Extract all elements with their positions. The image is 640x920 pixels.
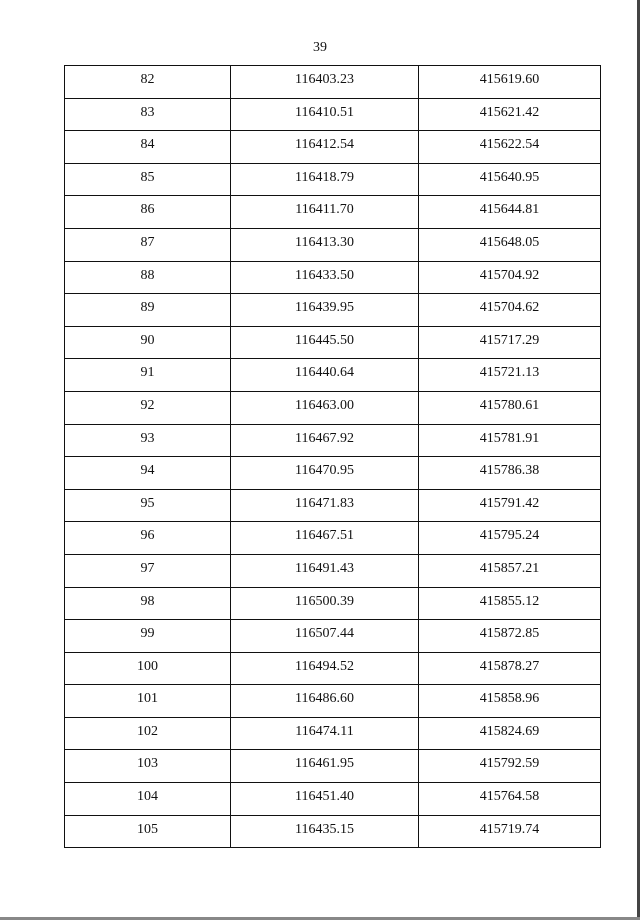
table-row: [65, 587, 601, 620]
x-coordinate-cell: [231, 457, 419, 490]
x-coordinate-cell: [231, 652, 419, 685]
x-coordinate-cell: [231, 294, 419, 327]
table-row: [65, 652, 601, 685]
y-coordinate-cell-text: 415640.95: [479, 169, 540, 185]
x-coordinate-cell-text: 116470.95: [295, 463, 354, 479]
x-coordinate-cell-text: 116471.83: [295, 495, 354, 511]
table-row: [65, 261, 601, 294]
table-row: [65, 294, 601, 327]
point-id-cell-text: 103: [137, 756, 158, 772]
x-coordinate-cell: [231, 783, 419, 816]
x-coordinate-cell: [231, 66, 419, 99]
y-coordinate-cell: [419, 228, 601, 261]
page-number: 39: [313, 40, 327, 55]
x-coordinate-cell-text: 116413.30: [295, 234, 354, 250]
point-id-cell: [65, 131, 231, 164]
x-coordinate-cell: [231, 196, 419, 229]
y-coordinate-cell: [419, 391, 601, 424]
point-id-cell-text: 84: [140, 137, 155, 153]
y-coordinate-cell-text: 415781.91: [479, 430, 540, 446]
table-row: [65, 717, 601, 750]
y-coordinate-cell: [419, 489, 601, 522]
y-coordinate-cell: [419, 131, 601, 164]
table-row: [65, 424, 601, 457]
point-id-cell-text: 89: [140, 300, 155, 316]
x-coordinate-cell-text: 116474.11: [295, 723, 354, 739]
y-coordinate-cell-text: 415704.92: [479, 267, 540, 283]
x-coordinate-cell-text: 116439.95: [295, 300, 354, 316]
x-coordinate-cell: [231, 587, 419, 620]
y-coordinate-cell-text: 415858.96: [479, 691, 540, 707]
y-coordinate-cell: [419, 750, 601, 783]
coordinate-table: [64, 65, 601, 848]
y-coordinate-cell: [419, 163, 601, 196]
y-coordinate-cell: [419, 717, 601, 750]
x-coordinate-cell-text: 116491.43: [295, 560, 354, 576]
table-row: [65, 196, 601, 229]
x-coordinate-cell-text: 116445.50: [295, 332, 354, 348]
point-id-cell: [65, 228, 231, 261]
point-id-cell: [65, 261, 231, 294]
y-coordinate-cell: [419, 98, 601, 131]
x-coordinate-cell-text: 116467.51: [295, 528, 354, 544]
table-row: [65, 620, 601, 653]
y-coordinate-cell: [419, 554, 601, 587]
x-coordinate-cell-text: 116500.39: [295, 593, 354, 609]
x-coordinate-cell: [231, 359, 419, 392]
x-coordinate-cell-text: 116412.54: [295, 137, 354, 153]
y-coordinate-cell: [419, 294, 601, 327]
table-row: [65, 522, 601, 555]
table-row: [65, 228, 601, 261]
point-id-cell-text: 99: [140, 626, 155, 642]
y-coordinate-cell: [419, 359, 601, 392]
y-coordinate-cell-text: 415795.24: [479, 528, 540, 544]
point-id-cell: [65, 98, 231, 131]
y-coordinate-cell-text: 415619.60: [479, 72, 540, 87]
y-coordinate-cell: [419, 815, 601, 848]
x-coordinate-cell-text: 116494.52: [295, 658, 354, 674]
point-id-cell-text: 102: [137, 723, 158, 739]
point-id-cell-text: 87: [140, 234, 155, 250]
point-id-cell: [65, 620, 231, 653]
point-id-cell-text: 105: [137, 821, 158, 837]
y-coordinate-cell-text: 415872.85: [479, 626, 540, 642]
point-id-cell: [65, 685, 231, 718]
point-id-cell-text: 100: [137, 658, 158, 674]
x-coordinate-cell-text: 116435.15: [295, 821, 354, 837]
x-coordinate-cell: [231, 261, 419, 294]
y-coordinate-cell-text: 415719.74: [479, 821, 540, 837]
point-id-cell-text: 95: [140, 495, 155, 511]
y-coordinate-cell: [419, 587, 601, 620]
y-coordinate-cell-text: 415704.62: [479, 300, 540, 316]
table-row: [65, 685, 601, 718]
x-coordinate-cell-text: 116451.40: [295, 789, 354, 805]
x-coordinate-cell-text: 116461.95: [295, 756, 354, 772]
table-row: [65, 783, 601, 816]
y-coordinate-cell-text: 415780.61: [479, 397, 540, 413]
point-id-cell-text: 90: [140, 332, 155, 348]
point-id-cell: [65, 294, 231, 327]
point-id-cell: [65, 522, 231, 555]
y-coordinate-cell-text: 415764.58: [479, 789, 540, 805]
y-coordinate-cell-text: 415855.12: [479, 593, 540, 609]
y-coordinate-cell-text: 415857.21: [479, 560, 540, 576]
point-id-cell: [65, 783, 231, 816]
point-id-cell: [65, 391, 231, 424]
point-id-cell-text: 97: [140, 560, 155, 576]
table-row: [65, 489, 601, 522]
y-coordinate-cell-text: 415786.38: [479, 463, 540, 479]
point-id-cell-text: 86: [140, 202, 155, 218]
y-coordinate-cell-text: 415644.81: [479, 202, 540, 218]
y-coordinate-cell-text: 415792.59: [479, 756, 540, 772]
table-row: [65, 131, 601, 164]
point-id-cell-text: 91: [140, 365, 155, 381]
x-coordinate-cell: [231, 815, 419, 848]
table-row: [65, 326, 601, 359]
x-coordinate-cell: [231, 424, 419, 457]
y-coordinate-cell-text: 415791.42: [479, 495, 540, 511]
point-id-cell-text: 83: [140, 104, 155, 120]
point-id-cell-text: 96: [140, 528, 155, 544]
point-id-cell: [65, 359, 231, 392]
table-row: [65, 98, 601, 131]
x-coordinate-cell-text: 116403.23: [295, 72, 354, 87]
x-coordinate-cell: [231, 554, 419, 587]
point-id-cell-text: 82: [140, 72, 155, 87]
point-id-cell-text: 88: [140, 267, 155, 283]
y-coordinate-cell: [419, 457, 601, 490]
y-coordinate-cell: [419, 261, 601, 294]
y-coordinate-cell-text: 415721.13: [479, 365, 540, 381]
point-id-cell: [65, 326, 231, 359]
x-coordinate-cell: [231, 522, 419, 555]
x-coordinate-cell: [231, 717, 419, 750]
point-id-cell: [65, 163, 231, 196]
y-coordinate-cell: [419, 196, 601, 229]
point-id-cell: [65, 457, 231, 490]
x-coordinate-cell: [231, 98, 419, 131]
y-coordinate-cell-text: 415648.05: [479, 234, 540, 250]
x-coordinate-cell-text: 116507.44: [295, 626, 354, 642]
point-id-cell-text: 101: [137, 691, 158, 707]
y-coordinate-cell-text: 415622.54: [479, 137, 540, 153]
point-id-cell: [65, 717, 231, 750]
x-coordinate-cell-text: 116463.00: [295, 397, 354, 413]
table-row: [65, 457, 601, 490]
y-coordinate-cell-text: 415717.29: [479, 332, 540, 348]
coordinate-table-body: [65, 66, 601, 848]
y-coordinate-cell: [419, 66, 601, 99]
y-coordinate-cell-text: 415824.69: [479, 723, 540, 739]
table-row: [65, 66, 601, 99]
point-id-cell: [65, 815, 231, 848]
point-id-cell-text: 85: [140, 169, 155, 185]
x-coordinate-cell-text: 116467.92: [295, 430, 354, 446]
y-coordinate-cell: [419, 424, 601, 457]
x-coordinate-cell: [231, 620, 419, 653]
y-coordinate-cell: [419, 620, 601, 653]
point-id-cell: [65, 66, 231, 99]
point-id-cell: [65, 750, 231, 783]
x-coordinate-cell: [231, 391, 419, 424]
point-id-cell-text: 94: [140, 463, 155, 479]
y-coordinate-cell: [419, 326, 601, 359]
point-id-cell: [65, 424, 231, 457]
point-id-cell: [65, 554, 231, 587]
y-coordinate-cell: [419, 652, 601, 685]
x-coordinate-cell-text: 116410.51: [295, 104, 354, 120]
table-row: [65, 554, 601, 587]
x-coordinate-cell: [231, 131, 419, 164]
x-coordinate-cell-text: 116440.64: [295, 365, 354, 381]
point-id-cell: [65, 652, 231, 685]
y-coordinate-cell-text: 415621.42: [479, 104, 540, 120]
x-coordinate-cell-text: 116418.79: [295, 169, 354, 185]
point-id-cell-text: 98: [140, 593, 155, 609]
x-coordinate-cell: [231, 228, 419, 261]
point-id-cell-text: 104: [137, 789, 158, 805]
point-id-cell-text: 92: [140, 397, 155, 413]
x-coordinate-cell: [231, 163, 419, 196]
table-row: [65, 359, 601, 392]
y-coordinate-cell: [419, 522, 601, 555]
y-coordinate-cell: [419, 685, 601, 718]
table-row: [65, 391, 601, 424]
table-row: [65, 750, 601, 783]
point-id-cell: [65, 196, 231, 229]
x-coordinate-cell: [231, 750, 419, 783]
point-id-cell: [65, 489, 231, 522]
y-coordinate-cell-text: 415878.27: [479, 658, 540, 674]
x-coordinate-cell: [231, 489, 419, 522]
table-row: [65, 815, 601, 848]
point-id-cell: [65, 587, 231, 620]
x-coordinate-cell-text: 116486.60: [295, 691, 354, 707]
x-coordinate-cell: [231, 685, 419, 718]
x-coordinate-cell-text: 116411.70: [295, 202, 354, 218]
point-id-cell-text: 93: [140, 430, 155, 446]
x-coordinate-cell: [231, 326, 419, 359]
y-coordinate-cell: [419, 783, 601, 816]
table-row: [65, 163, 601, 196]
x-coordinate-cell-text: 116433.50: [295, 267, 354, 283]
